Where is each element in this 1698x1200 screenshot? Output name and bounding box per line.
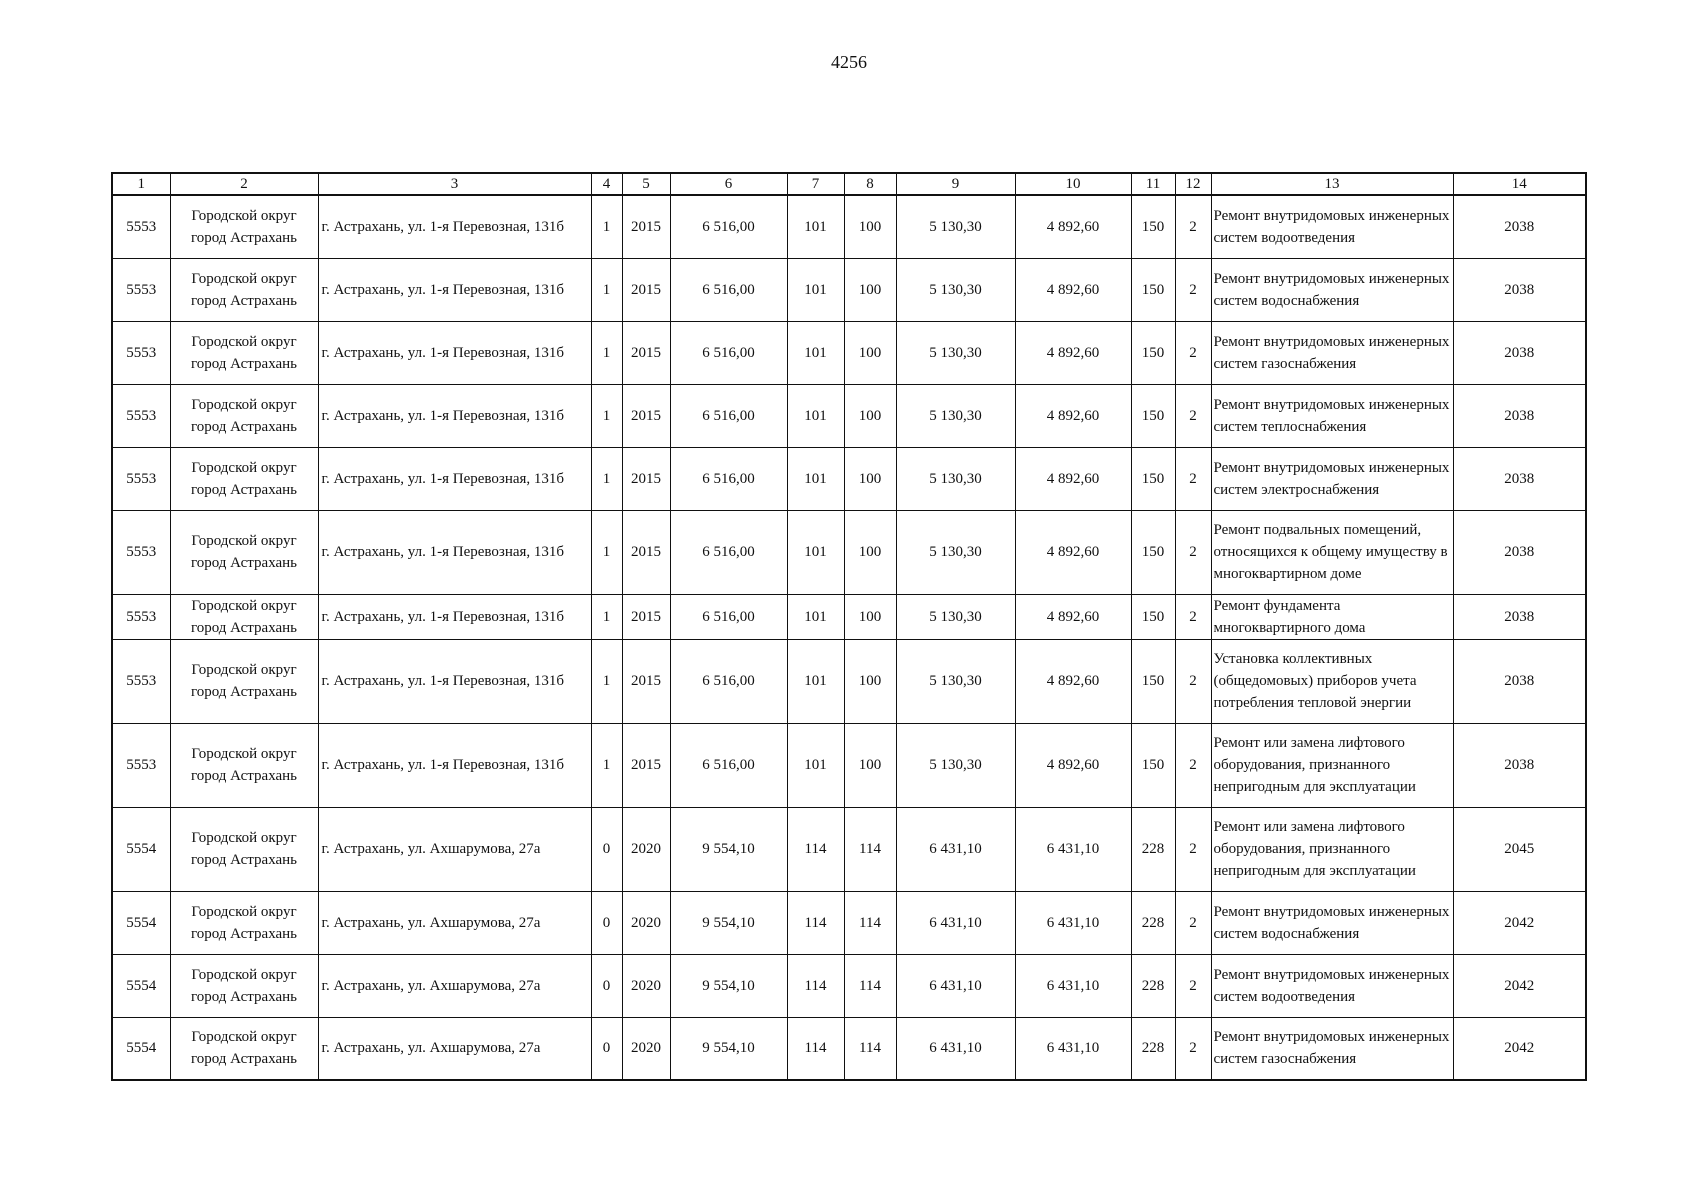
cell-col-1: 5553	[112, 639, 170, 723]
cell-col-2: Городской округ город Астрахань	[170, 384, 318, 447]
cell-col-3: г. Астрахань, ул. 1-я Перевозная, 131б	[318, 258, 591, 321]
table-row	[112, 807, 1586, 891]
cell-col-4: 1	[591, 594, 622, 639]
cell-col-10: 4 892,60	[1015, 594, 1131, 639]
cell-col-11: 150	[1131, 594, 1175, 639]
cell-col-1: 5553	[112, 447, 170, 510]
cell-col-8: 100	[844, 447, 896, 510]
column-header-2: 2	[170, 173, 318, 195]
cell-col-5: 2015	[622, 321, 670, 384]
cell-col-6: 6 516,00	[670, 384, 787, 447]
cell-col-12: 2	[1175, 639, 1211, 723]
cell-col-2: Городской округ город Астрахань	[170, 447, 318, 510]
cell-col-11: 150	[1131, 195, 1175, 258]
cell-col-14: 2042	[1453, 1017, 1586, 1080]
cell-col-1: 5553	[112, 258, 170, 321]
cell-col-1: 5553	[112, 195, 170, 258]
column-header-1: 1	[112, 173, 170, 195]
cell-col-9: 5 130,30	[896, 510, 1015, 594]
cell-col-1: 5553	[112, 321, 170, 384]
cell-col-7: 101	[787, 594, 844, 639]
cell-col-9: 6 431,10	[896, 891, 1015, 954]
cell-col-8: 100	[844, 639, 896, 723]
cell-col-4: 1	[591, 639, 622, 723]
cell-col-6: 9 554,10	[670, 1017, 787, 1080]
cell-col-6: 6 516,00	[670, 258, 787, 321]
cell-col-7: 101	[787, 447, 844, 510]
cell-col-5: 2015	[622, 384, 670, 447]
cell-col-6: 6 516,00	[670, 510, 787, 594]
cell-col-9: 5 130,30	[896, 447, 1015, 510]
table-row	[112, 447, 1586, 510]
cell-col-4: 1	[591, 195, 622, 258]
cell-col-10: 4 892,60	[1015, 510, 1131, 594]
cell-col-10: 6 431,10	[1015, 1017, 1131, 1080]
cell-col-4: 0	[591, 954, 622, 1017]
table-row	[112, 258, 1586, 321]
cell-col-6: 9 554,10	[670, 954, 787, 1017]
cell-col-9: 5 130,30	[896, 639, 1015, 723]
cell-col-14: 2038	[1453, 510, 1586, 594]
cell-col-9: 5 130,30	[896, 195, 1015, 258]
cell-col-8: 100	[844, 594, 896, 639]
cell-col-3: г. Астрахань, ул. 1-я Перевозная, 131б	[318, 594, 591, 639]
cell-col-11: 150	[1131, 384, 1175, 447]
column-header-6: 6	[670, 173, 787, 195]
cell-col-14: 2038	[1453, 195, 1586, 258]
cell-col-13: Ремонт внутридомовых инженерных систем электроснабжения	[1211, 447, 1453, 510]
cell-col-2: Городской округ город Астрахань	[170, 891, 318, 954]
column-header-10: 10	[1015, 173, 1131, 195]
cell-col-13: Ремонт внутридомовых инженерных систем водоснабжения	[1211, 258, 1453, 321]
table-row	[112, 639, 1586, 723]
cell-col-1: 5554	[112, 891, 170, 954]
cell-col-11: 150	[1131, 639, 1175, 723]
cell-col-12: 2	[1175, 1017, 1211, 1080]
cell-col-6: 6 516,00	[670, 195, 787, 258]
capital-repair-register-table	[111, 172, 1587, 1081]
cell-col-4: 1	[591, 510, 622, 594]
cell-col-7: 114	[787, 807, 844, 891]
cell-col-10: 6 431,10	[1015, 807, 1131, 891]
cell-col-7: 101	[787, 510, 844, 594]
page-number: 4256	[831, 52, 867, 72]
cell-col-8: 100	[844, 384, 896, 447]
cell-col-11: 228	[1131, 807, 1175, 891]
cell-col-12: 2	[1175, 723, 1211, 807]
cell-col-11: 150	[1131, 447, 1175, 510]
cell-col-6: 6 516,00	[670, 639, 787, 723]
cell-col-10: 6 431,10	[1015, 891, 1131, 954]
cell-col-4: 1	[591, 258, 622, 321]
cell-col-9: 5 130,30	[896, 723, 1015, 807]
cell-col-1: 5554	[112, 807, 170, 891]
cell-col-5: 2015	[622, 258, 670, 321]
cell-col-3: г. Астрахань, ул. 1-я Перевозная, 131б	[318, 639, 591, 723]
cell-col-3: г. Астрахань, ул. Ахшарумова, 27а	[318, 807, 591, 891]
cell-col-9: 5 130,30	[896, 594, 1015, 639]
cell-col-6: 9 554,10	[670, 891, 787, 954]
cell-col-7: 114	[787, 891, 844, 954]
cell-col-8: 114	[844, 954, 896, 1017]
cell-col-8: 100	[844, 258, 896, 321]
cell-col-6: 6 516,00	[670, 321, 787, 384]
cell-col-10: 4 892,60	[1015, 384, 1131, 447]
column-header-3: 3	[318, 173, 591, 195]
cell-col-13: Ремонт внутридомовых инженерных систем водоотведения	[1211, 195, 1453, 258]
table-row	[112, 510, 1586, 594]
cell-col-11: 150	[1131, 258, 1175, 321]
cell-col-14: 2038	[1453, 447, 1586, 510]
cell-col-1: 5554	[112, 1017, 170, 1080]
cell-col-14: 2038	[1453, 321, 1586, 384]
column-header-9: 9	[896, 173, 1015, 195]
cell-col-8: 114	[844, 807, 896, 891]
cell-col-8: 100	[844, 321, 896, 384]
cell-col-9: 6 431,10	[896, 1017, 1015, 1080]
cell-col-14: 2045	[1453, 807, 1586, 891]
cell-col-13: Ремонт внутридомовых инженерных систем газоснабжения	[1211, 321, 1453, 384]
cell-col-2: Городской округ город Астрахань	[170, 594, 318, 639]
cell-col-6: 6 516,00	[670, 447, 787, 510]
cell-col-7: 114	[787, 954, 844, 1017]
cell-col-5: 2015	[622, 594, 670, 639]
cell-col-10: 4 892,60	[1015, 258, 1131, 321]
cell-col-7: 101	[787, 321, 844, 384]
cell-col-12: 2	[1175, 195, 1211, 258]
cell-col-4: 0	[591, 891, 622, 954]
cell-col-13: Ремонт или замена лифтового оборудования, признанного непригодным для эксплуатации	[1211, 723, 1453, 807]
cell-col-6: 6 516,00	[670, 723, 787, 807]
cell-col-11: 150	[1131, 510, 1175, 594]
cell-col-13: Ремонт внутридомовых инженерных систем водоотведения	[1211, 954, 1453, 1017]
cell-col-11: 228	[1131, 1017, 1175, 1080]
column-header-5: 5	[622, 173, 670, 195]
cell-col-2: Городской округ город Астрахань	[170, 954, 318, 1017]
cell-col-7: 101	[787, 639, 844, 723]
column-header-7: 7	[787, 173, 844, 195]
cell-col-7: 114	[787, 1017, 844, 1080]
cell-col-7: 101	[787, 384, 844, 447]
cell-col-1: 5553	[112, 723, 170, 807]
cell-col-10: 4 892,60	[1015, 639, 1131, 723]
table-row	[112, 321, 1586, 384]
cell-col-3: г. Астрахань, ул. Ахшарумова, 27а	[318, 891, 591, 954]
cell-col-4: 1	[591, 723, 622, 807]
cell-col-3: г. Астрахань, ул. 1-я Перевозная, 131б	[318, 384, 591, 447]
cell-col-13: Ремонт фундамента многоквартирного дома	[1211, 594, 1453, 639]
cell-col-13: Ремонт подвальных помещений, относящихся к общему имуществу в многоквартирном доме	[1211, 510, 1453, 594]
cell-col-6: 6 516,00	[670, 594, 787, 639]
cell-col-2: Городской округ город Астрахань	[170, 258, 318, 321]
table-body	[112, 195, 1586, 1080]
cell-col-10: 4 892,60	[1015, 447, 1131, 510]
cell-col-13: Установка коллективных (общедомовых) приборов учета потребления тепловой энергии	[1211, 639, 1453, 723]
cell-col-9: 6 431,10	[896, 807, 1015, 891]
cell-col-9: 6 431,10	[896, 954, 1015, 1017]
cell-col-14: 2038	[1453, 639, 1586, 723]
table-row	[112, 891, 1586, 954]
cell-col-14: 2042	[1453, 954, 1586, 1017]
cell-col-2: Городской округ город Астрахань	[170, 807, 318, 891]
table-row	[112, 594, 1586, 639]
cell-col-3: г. Астрахань, ул. 1-я Перевозная, 131б	[318, 321, 591, 384]
column-header-11: 11	[1131, 173, 1175, 195]
cell-col-3: г. Астрахань, ул. 1-я Перевозная, 131б	[318, 447, 591, 510]
cell-col-11: 150	[1131, 321, 1175, 384]
cell-col-5: 2020	[622, 807, 670, 891]
cell-col-12: 2	[1175, 447, 1211, 510]
cell-col-5: 2020	[622, 1017, 670, 1080]
cell-col-5: 2015	[622, 639, 670, 723]
cell-col-1: 5553	[112, 384, 170, 447]
cell-col-3: г. Астрахань, ул. Ахшарумова, 27а	[318, 954, 591, 1017]
cell-col-12: 2	[1175, 510, 1211, 594]
cell-col-7: 101	[787, 723, 844, 807]
cell-col-8: 100	[844, 195, 896, 258]
cell-col-8: 100	[844, 723, 896, 807]
cell-col-7: 101	[787, 258, 844, 321]
cell-col-11: 150	[1131, 723, 1175, 807]
cell-col-9: 5 130,30	[896, 258, 1015, 321]
cell-col-5: 2020	[622, 891, 670, 954]
cell-col-3: г. Астрахань, ул. 1-я Перевозная, 131б	[318, 723, 591, 807]
column-number-row	[112, 173, 1586, 195]
cell-col-14: 2038	[1453, 258, 1586, 321]
cell-col-12: 2	[1175, 258, 1211, 321]
cell-col-10: 4 892,60	[1015, 723, 1131, 807]
column-header-4: 4	[591, 173, 622, 195]
cell-col-5: 2020	[622, 954, 670, 1017]
table-row	[112, 1017, 1586, 1080]
cell-col-2: Городской округ город Астрахань	[170, 321, 318, 384]
cell-col-7: 101	[787, 195, 844, 258]
cell-col-5: 2015	[622, 723, 670, 807]
cell-col-13: Ремонт внутридомовых инженерных систем теплоснабжения	[1211, 384, 1453, 447]
cell-col-1: 5553	[112, 510, 170, 594]
cell-col-3: г. Астрахань, ул. 1-я Перевозная, 131б	[318, 510, 591, 594]
cell-col-13: Ремонт внутридомовых инженерных систем газоснабжения	[1211, 1017, 1453, 1080]
cell-col-10: 4 892,60	[1015, 321, 1131, 384]
cell-col-10: 4 892,60	[1015, 195, 1131, 258]
cell-col-6: 9 554,10	[670, 807, 787, 891]
cell-col-5: 2015	[622, 195, 670, 258]
cell-col-1: 5553	[112, 594, 170, 639]
cell-col-8: 100	[844, 510, 896, 594]
cell-col-14: 2038	[1453, 384, 1586, 447]
cell-col-1: 5554	[112, 954, 170, 1017]
cell-col-2: Городской округ город Астрахань	[170, 195, 318, 258]
cell-col-4: 1	[591, 321, 622, 384]
table-row	[112, 384, 1586, 447]
cell-col-4: 0	[591, 1017, 622, 1080]
cell-col-13: Ремонт или замена лифтового оборудования, признанного непригодным для эксплуатации	[1211, 807, 1453, 891]
cell-col-14: 2038	[1453, 723, 1586, 807]
cell-col-5: 2015	[622, 447, 670, 510]
cell-col-14: 2038	[1453, 594, 1586, 639]
cell-col-2: Городской округ город Астрахань	[170, 1017, 318, 1080]
cell-col-12: 2	[1175, 807, 1211, 891]
cell-col-2: Городской округ город Астрахань	[170, 510, 318, 594]
table-row	[112, 954, 1586, 1017]
cell-col-12: 2	[1175, 384, 1211, 447]
cell-col-9: 5 130,30	[896, 321, 1015, 384]
cell-col-12: 2	[1175, 594, 1211, 639]
cell-col-12: 2	[1175, 954, 1211, 1017]
cell-col-8: 114	[844, 891, 896, 954]
table-row	[112, 195, 1586, 258]
column-header-8: 8	[844, 173, 896, 195]
cell-col-3: г. Астрахань, ул. 1-я Перевозная, 131б	[318, 195, 591, 258]
cell-col-8: 114	[844, 1017, 896, 1080]
cell-col-4: 1	[591, 447, 622, 510]
cell-col-13: Ремонт внутридомовых инженерных систем водоснабжения	[1211, 891, 1453, 954]
cell-col-12: 2	[1175, 891, 1211, 954]
cell-col-11: 228	[1131, 891, 1175, 954]
column-header-12: 12	[1175, 173, 1211, 195]
cell-col-3: г. Астрахань, ул. Ахшарумова, 27а	[318, 1017, 591, 1080]
cell-col-12: 2	[1175, 321, 1211, 384]
cell-col-10: 6 431,10	[1015, 954, 1131, 1017]
cell-col-14: 2042	[1453, 891, 1586, 954]
column-header-13: 13	[1211, 173, 1453, 195]
cell-col-4: 0	[591, 807, 622, 891]
cell-col-4: 1	[591, 384, 622, 447]
table-row	[112, 723, 1586, 807]
cell-col-2: Городской округ город Астрахань	[170, 639, 318, 723]
cell-col-2: Городской округ город Астрахань	[170, 723, 318, 807]
cell-col-9: 5 130,30	[896, 384, 1015, 447]
cell-col-11: 228	[1131, 954, 1175, 1017]
cell-col-5: 2015	[622, 510, 670, 594]
column-header-14: 14	[1453, 173, 1586, 195]
